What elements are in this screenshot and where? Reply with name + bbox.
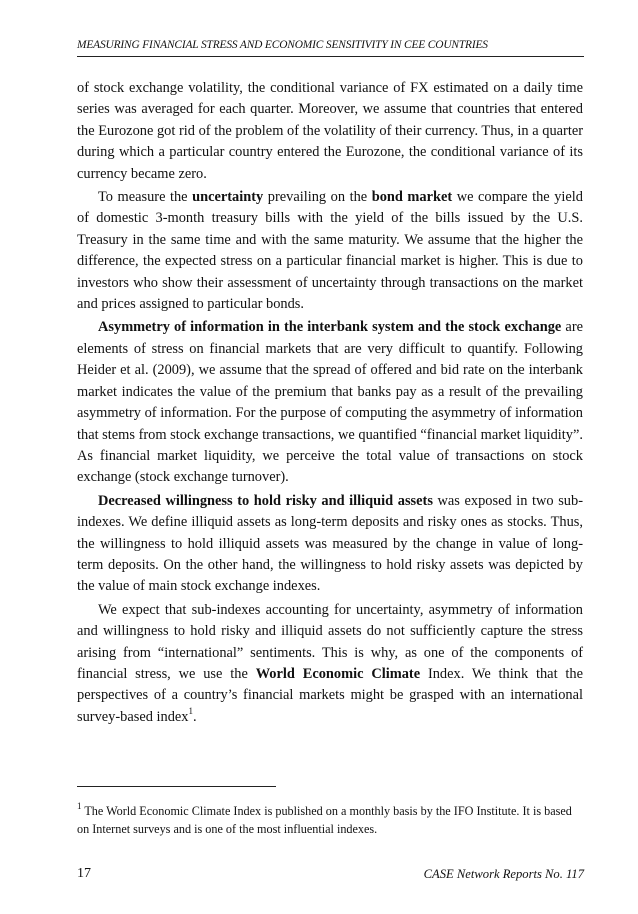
paragraph-text: are elements of stress on financial markets that are very difficult to quantify. Following Heider et al. (2009), we assume that the spread of offered and bid rate on the interbank market indicates the value of the premium that banks pay as a result of the prevailing asymmetry of information. For the purpose of computing the asymmetry of information that stems from stock exchange transactions, we quantified “financial market liquidity”. As financial market liquidity, we perceive the total value of transactions on stock exchange (stock exchange turnover). [77,319,583,486]
footnote-reference[interactable]: 1 [188,705,193,716]
paragraph-asymmetry [77,317,583,488]
paragraph-text: . [193,708,197,725]
footnote-marker: 1 [77,800,82,811]
paragraph-text: We expect that sub-indexes accounting for uncertainty, asymmetry of information and willingness to hold risky and illiquid assets do not sufficiently capture the stress arising from “international” sentiments. This is why, as one of the components of financial stress, we use the [77,601,583,682]
paragraph-text: was exposed in two sub-indexes. We define illiquid assets as long-term deposits and risky ones as stocks. Thus, the willingness to hold illiquid assets was measured by the change in value of long-term deposits. On the other hand, the willingness to hold risky assets was depicted by the value of main stock exchange indexes. [77,492,583,595]
footnote-text: The World Economic Climate Index is published on a monthly basis by the IFO Institute. It is based on Internet surveys and is one of the most influential indexes. [77,804,572,836]
paragraph-willingness [77,491,583,598]
emphasis-asymmetry: Asymmetry of information in the interbank system and the stock exchange [98,319,562,336]
header-rule [77,56,584,57]
paragraph-text: of stock exchange volatility, the conditional variance of FX estimated on a daily time series was averaged for each quarter. Moreover, we assume that countries that entered the Eurozone got rid of the problem of the volatility of their currency. Thus, in a quarter during which a particular country entered the Eurozone, the conditional variance of its currency became zero. [77,80,583,182]
body-text [77,78,583,730]
series-name: CASE Network Reports No. 117 [423,867,584,881]
footnote [77,802,587,838]
emphasis-willingness: Decreased willingness to hold risky and illiquid assets [98,492,433,509]
paragraph-text: To measure the [98,189,193,206]
footnote-rule [77,786,276,787]
paragraph-fx-volatility [77,78,583,185]
emphasis-world-economic-climate: World Economic Climate [255,665,421,682]
paragraph-text: Index. We think that the perspectives of a country’s financial markets might be grasped with an international survey-based index [77,665,583,725]
paragraph-text: prevailing on the [263,189,372,206]
paragraph-text: we compare the yield of domestic 3-month treasury bills with the yield of the bills issued by the U.S. Treasury in the same time and with the same maturity. We assume that the higher the difference, the expected stress on a particular financial market is higher. This is due to investors who show their assessment of uncertainty through transactions on the market and prices assigned to particular bonds. [77,189,583,313]
running-header: MEASURING FINANCIAL STRESS AND ECONOMIC SENSITIVITY IN CEE COUNTRIES [77,39,488,51]
paragraph-bond-market [77,187,583,315]
emphasis-bond-market: bond market [371,189,453,206]
emphasis-uncertainty: uncertainty [192,189,264,206]
page-number: 17 [77,866,91,881]
paragraph-world-climate [77,600,583,728]
